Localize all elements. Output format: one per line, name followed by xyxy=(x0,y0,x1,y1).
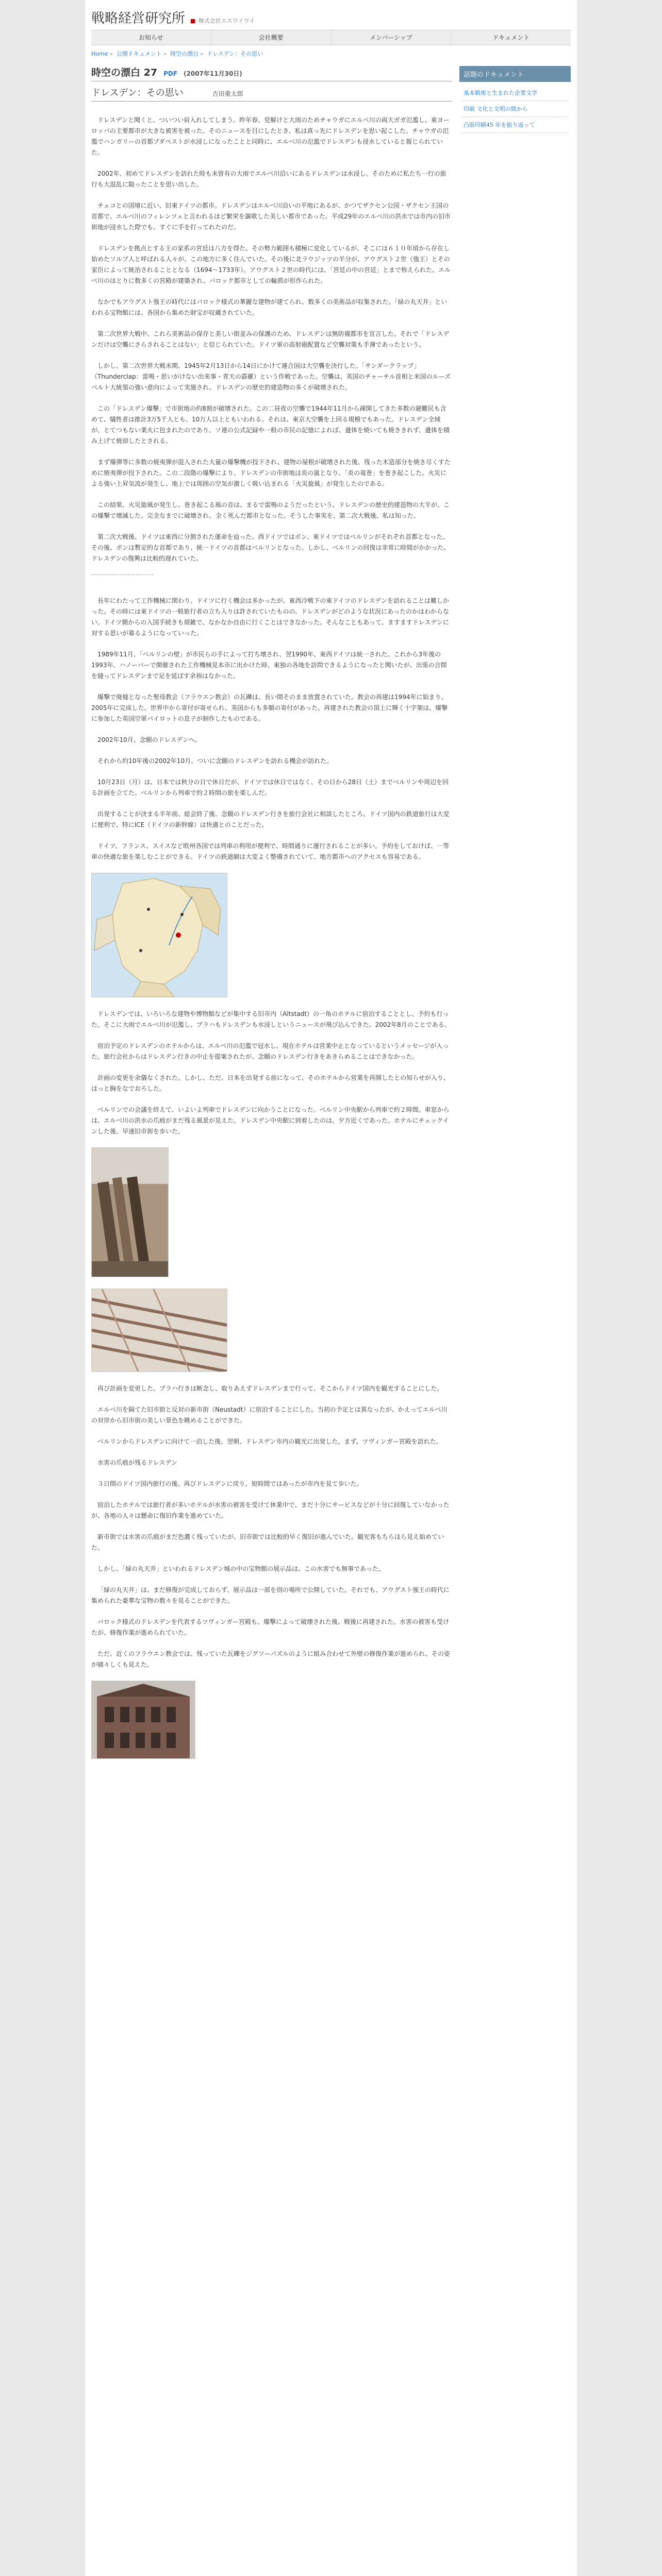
content-columns xyxy=(91,59,571,1770)
article-paragraph: ベルリンでの会議を終えて、いよいよ列車でドレスデンに向かうことになった。ベルリン中央駅から列車で約２時間。車窓からは、エルベ川の洪水の爪痕がまだ残る風景が見えた。ドレスデン中央駅に到着したのは、夕方近くであった。ホテルにチェックインした後、早速旧市街を歩いた。 xyxy=(91,1106,450,1135)
map-figure xyxy=(91,873,452,997)
article-paragraph: ベルリンからドレスデンに向けて一泊した後、翌朝、ドレスデン市内の観光に出発した。まず、ツヴィンガー宮殿を訪れた。 xyxy=(97,1438,442,1445)
map-graphic xyxy=(92,873,227,997)
article-subtitle: ドレスデン：その思い xyxy=(91,88,184,98)
site-subtitle xyxy=(190,16,255,25)
article-paragraph: 2002年、初めてドレスデンを訪れた時も未曽有の大雨でエルベ川沿いにあるドレスデンは水浸し。そのために私たち一行の旅行も大混乱に陥ったことを思い出した。 xyxy=(91,170,446,188)
photo-rails xyxy=(91,1289,227,1372)
company-name: 株式会社エスワイワイ xyxy=(198,18,255,24)
article-paragraph: この「ドレスデン爆撃」で市街地の約8割が破壊された。この二昼夜の空襲で1944年11月から疎開してきた多数の避難民も含めて、犠牲者は推計3万5千人とも、10万人以上ともいわれる。それは、東京大空襲を上回る規模でもあった。ドレスデン全域が、とてつもない業火に包まれたのであり、ソ連の公式記録や一般の市民の記憶によれば、遺体を焼いても焼ききれず、遺体を積み上げて焼却したとされる。 xyxy=(91,405,450,445)
article-paragraph: 宿泊予定のドレスデンのホテルからは、エルベ川の氾濫で冠水し、現在ホテルは営業中止となっているというメッセージが入った。旅行会社からはドレスデン行きの中止を提案されたが、念願のドレスデン行きをあきらめることはできなかった。 xyxy=(91,1042,449,1060)
sidebar xyxy=(459,59,571,133)
sidebar-heading: 話題のドキュメント xyxy=(459,66,571,82)
article-paragraph: ドレスデンを拠点とする王の家系の宮廷は八方を得た、その勢力範囲も積極に変化しているが、そこには６１０年頃から存在し始めたソルブ人と呼ばれる人々が、この地方に多く住んでいた。その後に北ラウジッツの半分が、アウグスト２世（強王）とその家臣によって統治されることとなる（1694～1733年）。アウグスト２世の時代には、「宮廷の中の宮廷」とまで称えられた、エルベ川のほとりに数多くの宮殿が建築され、バロック都市としての輪郭が形作られた。 xyxy=(91,245,451,284)
article-paragraph: 1989年11月、「ベルリンの壁」が市民らの手によって打ち壊され、翌1990年、東西ドイツは統一された。これから3年後の1993年、ハノーバーで開催された工作機械見本市に出かけた時、東独の各地を訪問できるようになったと聞いたが、出張の合間を縫ってドレスデンまで足を延ばす余裕はなかった。 xyxy=(91,651,447,680)
article-paragraph: バロック様式のドレスデンを代表するツヴィンガー宮殿も、爆撃によって破壊された後、戦後に再建された。水害の被害も受けたが、修復作業が進められていた。 xyxy=(91,1618,449,1636)
article-paragraph: ドイツ、フランス、スイスなど欧州各国では列車の利用が便利で、時間通りに運行されることが多い。予約をしておけば、一等車の快適な旅を楽しむことができる。ドイツの鉄道網は大変よく整備されていて、地方都市へのアクセスも容易である。 xyxy=(91,842,449,860)
breadcrumb-separator: » xyxy=(200,50,204,57)
article-paragraph: ただ、近くのフラウエン教会では、残っていた瓦礫をジグソーパズルのように組み合わせて外壁の修復作業が進められ、その姿が痛々しくも見えた。 xyxy=(91,1650,450,1668)
article-section-1 xyxy=(91,115,452,564)
main-content xyxy=(91,59,452,1770)
article-paragraph: まず爆弾等に多数の焼夷弾が混入された大量の爆撃機が投下され、建物の屋根が破壊された後、残った木造部分を焼き尽くすために焼夷弾が投下された。この二段階の爆撃により、ドレスデンの市街地は炎の嵐となり、「炎の竜巻」を巻き起こした。火災による強い上昇気流が発生し、地上では周囲の空気が激しく吸い込まれる「火災旋風」が発生したのである。 xyxy=(91,459,451,487)
article-paragraph: エルベ川を隔てた旧市街と反対の新市街（Neustadt）に宿泊することにした。当初の予定とは異なったが、かえってエルベ川の対岸から旧市街の美しい景色を眺めることができた。 xyxy=(91,1406,448,1424)
nav-company[interactable]: 会社概要 xyxy=(211,30,332,45)
breadcrumb xyxy=(91,45,571,59)
section-divider xyxy=(91,574,153,575)
article-paragraph: 10月23日（月）は、日本では秋分の日で休日だが、ドイツでは休日ではなく、その日から28日（土）までベルリンや周辺を回る計画を立てた。ベルリンから列車で約２時間の旅を楽しんだ。 xyxy=(91,778,449,796)
article-paragraph: しかし、第二次世界大戦末期、1945年2月13日から14日にかけて連合国は大空襲を決行した。「サンダークラップ」（Thunderclap：雷鳴・思いがけない出来事・青天の霹靂）という作戦であった。空襲は、英国のチャーチル首相と米国のルーズベルト大統領の強い意向によって実施され、ドレスデンの歴史的建造物の多くが破壊された。 xyxy=(91,362,451,391)
nav-documents[interactable]: ドキュメント xyxy=(492,34,530,41)
article-paragraph: 出発することが決まる半年前、総会終了後、念願のドレスデン行きを旅行会社に相談したところ、ドイツ国内の鉄道旅行は大変に便利で、特にICE（ドイツの新幹線）は快適とのことだった。 xyxy=(91,810,450,828)
sidebar-item[interactable]: 印刷 文化と文明の間から xyxy=(461,101,569,117)
breadcrumb-separator: » xyxy=(163,50,167,57)
breadcrumb-home[interactable]: Home xyxy=(91,50,108,57)
photo-figure-2 xyxy=(91,1289,452,1372)
photo-building xyxy=(91,1681,195,1759)
article-paragraph: 新市街では水害の爪痕がまだ色濃く残っていたが、旧市街では比較的早く復旧が進んでいた。観光客もちらほら見え始めていた。 xyxy=(91,1533,444,1551)
article-paragraph: 第二次世界大戦中、これら美術品の保存と美しい街並みの保護のため、ドレスデンは無防備都市を宣言した。それで「ドレスデンだけは空襲にさらされることはない」と信じられていた。ドイツ軍の高射砲配置など空襲対策も手薄であったという。 xyxy=(91,330,450,348)
article-paragraph: 「緑の丸天井」は、まだ修復が完成しておらず、展示品は一部を別の場所で公開していた。それでも、アウグスト強王の時代に集められた豪華な宝物の数々を見ることができた。 xyxy=(91,1586,450,1604)
article-paragraph: 計画の変更を余儀なくされた。しかし、ただ、日本を出発する前になって、そのホテルから営業を再開したとの知らせが入り、ほっと胸をなでおろした。 xyxy=(91,1074,450,1092)
site-header xyxy=(91,0,571,30)
article-paragraph: ドレスデンと聞くと、ついつい肩入れしてしまう。昨年春、党解けと大雨のためチャウガにエルベ川の両大ガガ氾濫し、東ヨーロッパの主要都市が大きな被害を被った。そのニュースを目にしたとき、私は真っ先にドレスデンを思い起こした。チャウガの氾濫でハンガリーの首都ブダペストが水浸しになったことと同時に、エルベ川の氾濫でドレスデンも浸水していると報じられていた。 xyxy=(91,116,450,156)
article-section-2 xyxy=(91,596,452,862)
article-paragraph: 爆撃で廃墟となった聖母教会（フラウエン教会）の瓦礫は、長い間そのまま放置されていた。教会の再建は1994年に始まり、2005年に完成した。世界中から寄付が寄せられ、英国からも多額の寄付があった。再建された教会の頂上に輝く十字架は、爆撃に参加した英国空軍パイロットの息子が制作したものである。 xyxy=(91,693,448,722)
germany-map xyxy=(91,873,227,997)
breadcrumb-public-docs[interactable]: 公開ドキュメント xyxy=(116,50,162,57)
photo-figure-3 xyxy=(91,1681,452,1759)
article-paragraph: ドレスデンでは、いろいろな建物や博物館などが集中する旧市内（Altstadt）の一角のホテルに宿泊することとし、予約も行った。そこに大雨でエルベ川が氾濫し、プラハもドレスデンも水浸しというニュースが飛び込んできた。2002年8月のことである。 xyxy=(91,1010,451,1028)
nav-membership[interactable]: メンバーシップ xyxy=(332,30,452,45)
article-section-3 xyxy=(91,1383,452,1670)
article-section-2b xyxy=(91,1009,452,1137)
article-paragraph: 第二次大戦後、ドイツは東西に分割された運命を辿った。西ドイツではボン、東ドイツではベルリンがそれぞれ首都となった。その後、ボンは暫定的な首都であり、統一ドイツの首都はベルリンとなった。しかし、ベルリンの回復は非常に時間がかかった。ドレスデンの復興は比較的遅れていた。 xyxy=(91,533,450,562)
article-date: (2007年11月30日) xyxy=(184,70,242,77)
featured-documents xyxy=(459,66,571,133)
photo-rails-graphic xyxy=(92,1289,227,1371)
article-title-text: 時空の漂白 27 xyxy=(91,67,158,78)
sidebar-list xyxy=(459,82,571,133)
article-paragraph: チェコとの国境に近い、旧東ドイツの都市。ドレスデンはエルベ川沿いの平地にあるが、かつてザクセン公国・ザクセン王国の首都で、エルベ川のフィレンツェと言われるほど繁栄を謳歌した美しい都市であった。平成29年のエルベ川の洪水では市内の旧市街地が浸水した際でも、すぐに手を打ってれたのだ。 xyxy=(91,202,451,231)
page xyxy=(85,0,577,2576)
pdf-link[interactable]: PDF xyxy=(163,70,178,77)
bullet-icon: ■ xyxy=(190,18,196,24)
breadcrumb-series[interactable]: 時空の漂白 xyxy=(170,50,198,57)
article-author: 吉田重太郎 xyxy=(212,90,243,97)
photo-figure-1 xyxy=(91,1147,452,1277)
subtitle-row xyxy=(91,86,452,101)
article-title xyxy=(91,65,452,81)
sidebar-item[interactable]: 凸版印刷45 年を振り返って xyxy=(461,117,569,133)
article-paragraph: なかでもアウグスト強王の時代にはバロック様式の華麗な建物が建てられ、数多くの美術品が収集された。「緑の丸天井」といわれる宝物館には、各国から集めた財宝が収蔵されていた。 xyxy=(91,298,448,316)
article-paragraph: それから約10年後の2002年10月、ついに念願のドレスデンを訪れる機会が訪れた。 xyxy=(97,757,333,765)
article-body xyxy=(91,115,452,1759)
article-paragraph: 再び計画を変更した。プラハ行きは断念し、取りあえずドレスデンまで行って、そこからドイツ国内を観光することにした。 xyxy=(97,1385,443,1392)
article-paragraph: 2002年10月、念願のドレスデンへ。 xyxy=(97,736,201,743)
article-paragraph: ３日間のドイツ国内旅行の後、再びドレスデンに戻り、短時間ではあったが市内を見て歩いた。 xyxy=(97,1480,363,1487)
photo-pipes-graphic xyxy=(92,1148,168,1277)
article-paragraph: この結果、火災旋風が発生し、巻き起こる風の音は、まるで雷鳴のようだったという。ドレスデンの歴史的建造物の大半が、この爆撃で壊滅した。完全なまでに破壊され、全く死んだ都市となった。そうした事実を、第二次大戦後、私は知った。 xyxy=(91,501,450,519)
article-paragraph: 水害の爪痕が残るドレスデン xyxy=(97,1459,178,1466)
main-nav xyxy=(91,30,571,45)
article-paragraph: 長年にわたって工作機械に関わり、ドイツに行く機会は多かったが、東西冷戦下の東ドイツのドレスデンを訪れることは難しかった。その時には東ドイツの一般旅行者の立ち入りは許されていたものの、ドレスデンがどのような状況にあったのかはわからない。ドイツ側からの入国手続きも煩雑で、なかなか自由に行くことはできなかった。そんなこともあって、ますますドレスデンに対する思いが募るようになっていった。 xyxy=(91,597,449,637)
photo-pipes xyxy=(91,1147,169,1277)
photo-building-graphic xyxy=(92,1681,195,1758)
breadcrumb-separator: » xyxy=(109,50,113,57)
site-title[interactable]: 戦略経営研究所 xyxy=(91,11,186,26)
breadcrumb-current: ドレスデン：その思い xyxy=(207,50,263,57)
sidebar-item[interactable]: 基本戦術と生まれた企業文学 xyxy=(461,85,569,101)
nav-news[interactable]: お知らせ xyxy=(91,30,211,45)
article-paragraph: しかし、「緑の丸天井」といわれるドレスデン城の中の宝物館の展示品は、この水害でも無事であった。 xyxy=(97,1565,385,1572)
article-paragraph: 宿泊したホテルでは旅行者が多いホテルが水害の被害を受けて休業中で、まだ十分にサービスなどが十分に回復していなかったが、各地の人々は懸命に復旧作業を進めていた。 xyxy=(91,1501,450,1519)
